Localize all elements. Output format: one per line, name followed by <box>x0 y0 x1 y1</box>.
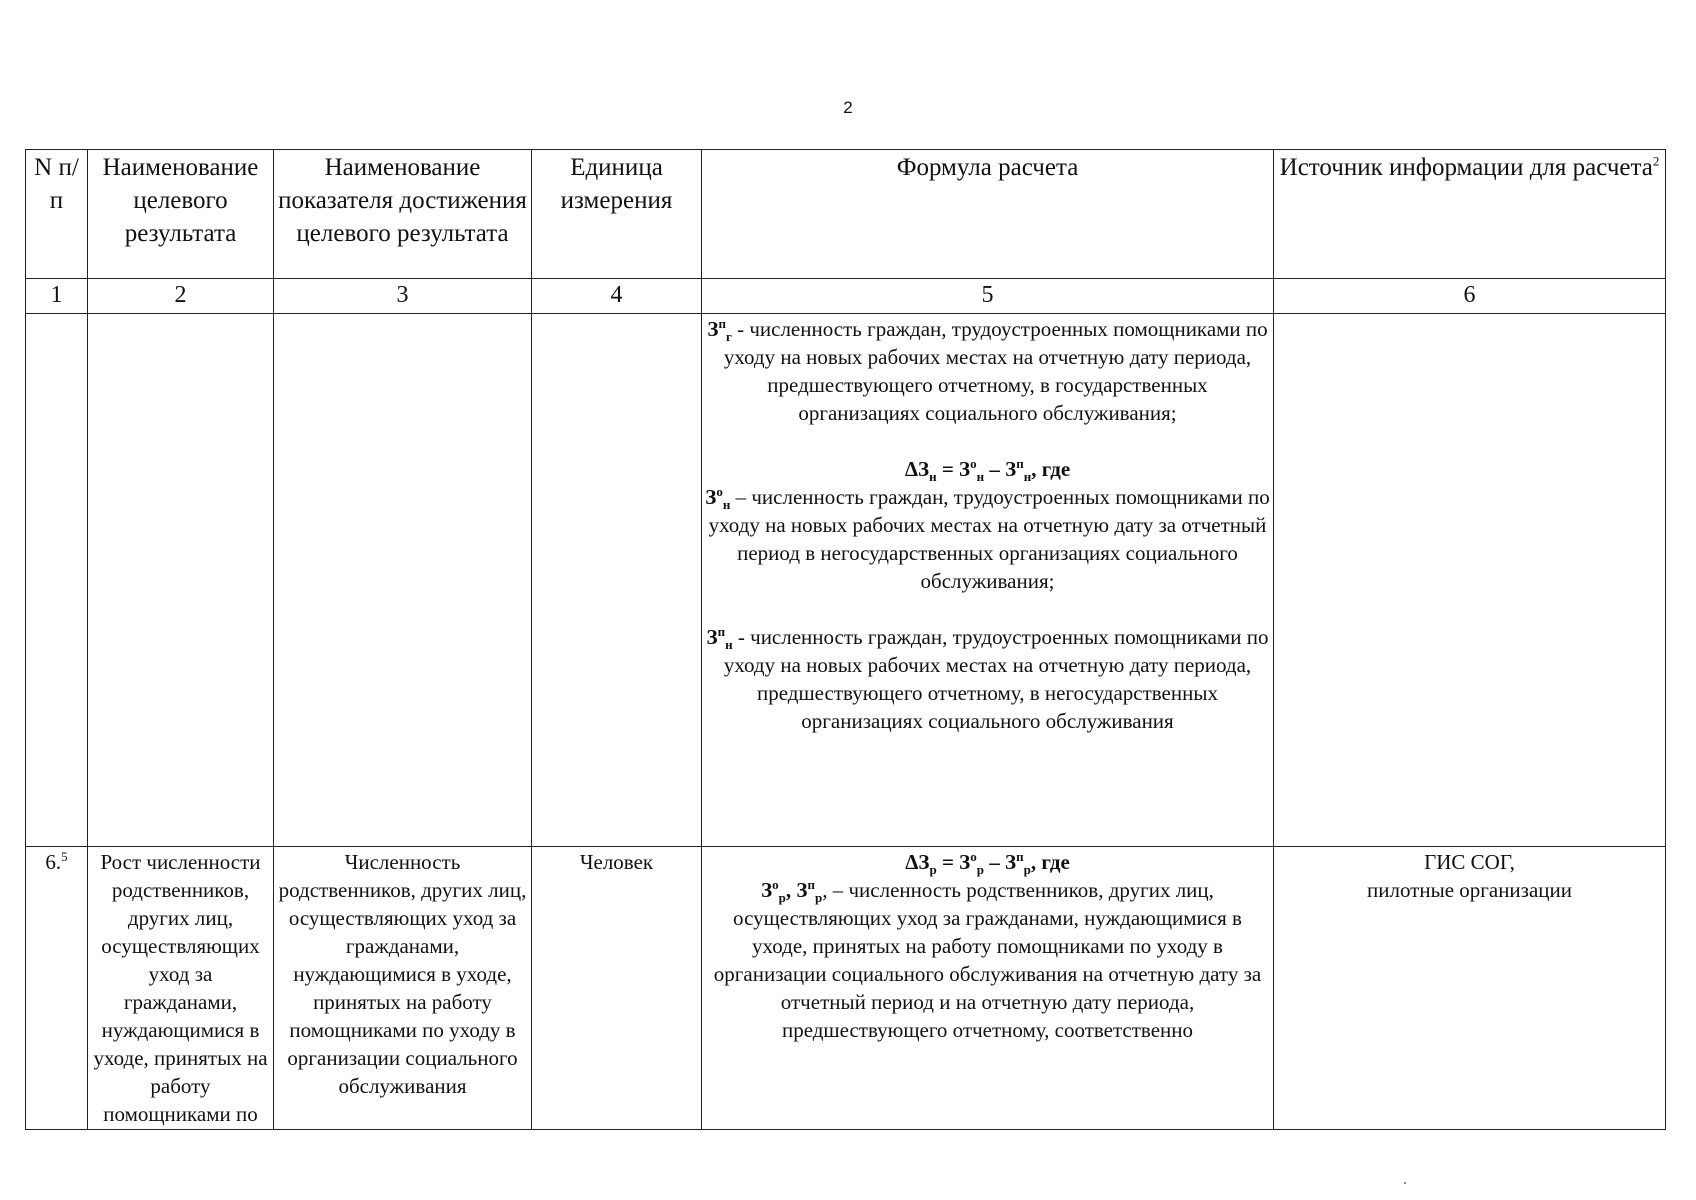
cell-source <box>1274 847 1666 1130</box>
formula-definition-zpg: $З^п_г$ - численность граждан, трудоустроенных помощниками по уходу на новых рабочих местах на отчетную дату периода, предшествующего отчетному, в государственных организациях социального обслуживания; <box>707 316 1268 425</box>
cell-formula <box>702 847 1274 1130</box>
cell-formula <box>702 314 1274 847</box>
page-number: 2 <box>843 98 853 117</box>
formula-definition-zr: $З^о_р$, $З^п_р$, – численность родственников, других лиц, осуществляющих уход за гражданами, нуждающимися в уходе, принятых на работу помощниками по уходу в организации социального обслуживания на отчетную дату за отчетный период и на отчетную дату периода, предшествующего отчетному, соответственно <box>713 877 1262 1042</box>
cell-indicator-name: Численность родственников, других лиц, осуществляющих уход за гражданами, нуждающимися в уходе, принятых на работу помощниками по уходу в организации социального обслуживания <box>274 847 532 1130</box>
cell-result-name: Рост численности родственников, других лиц, осуществляющих уход за гражданами, нуждающимися в уходе, принятых на работу помощниками по <box>88 847 274 1130</box>
cell-number-empty <box>26 314 88 847</box>
cell-number: 6.$^5$ <box>26 847 88 1130</box>
scan-speck <box>1404 1182 1406 1184</box>
header-result-name: Наименование целевого результата <box>88 150 274 279</box>
source-line: ГИС СОГ, <box>1424 850 1515 874</box>
column-number: 1 <box>26 279 88 314</box>
header-unit: Единица измерения <box>532 150 702 279</box>
formula-definition-zon: $З^о_н$ – численность граждан, трудоустроенных помощниками по уходу на новых рабочих местах на отчетную дату за отчетный период в негосударственных организациях социального обслуживания; <box>705 484 1270 593</box>
formula-expression-dzn: $\Delta З_н = З^о_н - З^п_н$, где <box>904 456 1071 485</box>
table-row <box>26 847 1666 1130</box>
header-number: N п/п <box>26 150 88 279</box>
header-source-footnote: 2 <box>1652 153 1660 169</box>
header-indicator-name: Наименование показателя достижения целевого результата <box>274 150 532 279</box>
formula-expression-dzr: $\Delta З_р = З^о_р - З^п_р$, где <box>905 849 1070 878</box>
source-line: пилотные организации <box>1366 878 1573 902</box>
column-number: 2 <box>88 279 274 314</box>
column-number: 3 <box>274 279 532 314</box>
column-number: 5 <box>702 279 1274 314</box>
cell-result-empty <box>88 314 274 847</box>
header-formula: Формула расчета <box>702 150 1274 279</box>
cell-unit-empty <box>532 314 702 847</box>
header-source <box>1274 150 1666 279</box>
table-row-continuation <box>26 314 1666 847</box>
column-number: 4 <box>532 279 702 314</box>
column-number: 6 <box>1274 279 1666 314</box>
column-numbers-row <box>26 279 1666 314</box>
indicators-table <box>25 149 1666 1130</box>
table-header-row <box>26 150 1666 279</box>
row-number-footnote: 5 <box>61 849 68 864</box>
header-source-text: Источник информации для расчета <box>1279 154 1653 181</box>
cell-source-empty <box>1274 314 1666 847</box>
cell-unit: Человек <box>532 847 702 1130</box>
cell-indicator-empty <box>274 314 532 847</box>
formula-definition-zpn: $З^п_н$ - численность граждан, трудоустроенных помощниками по уходу на новых рабочих местах на отчетную дату периода, предшествующего отчетному, в негосударственных организациях социального обслуживания <box>706 624 1269 733</box>
